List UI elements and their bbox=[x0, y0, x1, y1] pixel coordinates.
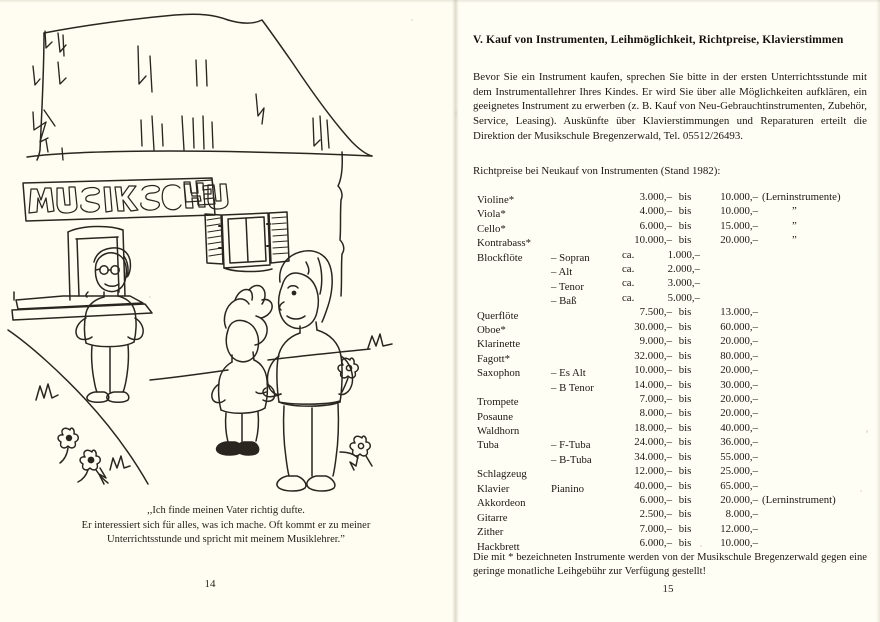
intro-paragraph: Bevor Sie ein Instrument kaufen, sprechen Sie bitte in der ersten Unterrichtsstunde mit dem Instrumentallehrer Ihres Kindes. Er wird Sie über alle Möglichkeiten aufklären, ein geeignetes Instrument zu erwerben (z. B. Kauf von Neu-Gebrauchtinstrumenten, Zubehör, Service, Leasing). Auskünfte über Klavierstimmungen und Reparaturen erteilt die Direktion der Musikschule Bregenzerwald, Tel. 05512/26493. bbox=[473, 71, 867, 142]
instrument-name: Viola* bbox=[477, 208, 506, 221]
instrument-name: Klarinette bbox=[477, 338, 521, 351]
instrument-variant: – Es Alt bbox=[551, 367, 586, 380]
door-inner-left bbox=[77, 239, 79, 296]
price-low: 10.000,– bbox=[634, 234, 672, 247]
caption-line-1: ,,Ich finde meinen Vater richtig dufte. bbox=[147, 505, 305, 516]
price-separator: bis bbox=[678, 450, 692, 463]
price-approx-prefix: ca. bbox=[622, 291, 635, 304]
ground-line-mid bbox=[150, 370, 228, 380]
price-high: 15.000,– bbox=[720, 219, 758, 232]
price-separator: bis bbox=[678, 537, 692, 550]
price-high: 20.000,– bbox=[720, 364, 758, 377]
price-separator: bis bbox=[678, 465, 692, 478]
ditto-mark: ” bbox=[792, 219, 798, 232]
page-edge-right bbox=[876, 0, 880, 622]
page-number-right: 15 bbox=[662, 583, 674, 595]
price-low: 24.000,– bbox=[634, 436, 672, 449]
scan-speck bbox=[700, 545, 702, 547]
price-range bbox=[622, 263, 802, 275]
instrument-name: Hackbrett bbox=[477, 540, 520, 553]
price-high: 65.000,– bbox=[720, 479, 758, 492]
illustration-caption bbox=[20, 504, 432, 548]
scan-speck bbox=[411, 19, 413, 21]
price-range bbox=[622, 292, 802, 304]
price-separator: bis bbox=[678, 190, 692, 203]
instrument-name: Cello* bbox=[477, 222, 506, 235]
price-low: 10.000,– bbox=[634, 364, 672, 377]
house-wall-right-edge bbox=[338, 152, 344, 296]
price-high: 10.000,– bbox=[720, 205, 758, 218]
price-range bbox=[612, 508, 792, 520]
price-low: 30.000,– bbox=[634, 320, 672, 333]
ground-path-left bbox=[8, 330, 148, 484]
shutter-left bbox=[205, 214, 223, 264]
price-high: 13.000,– bbox=[720, 306, 758, 319]
price-range bbox=[612, 321, 792, 333]
price-low: 1.000,– bbox=[667, 248, 700, 261]
door-inner-top bbox=[76, 237, 118, 239]
price-range bbox=[612, 393, 792, 405]
instrument-name: Klavier bbox=[477, 482, 510, 495]
price-low: 3.000,– bbox=[639, 190, 672, 203]
price-low: 6.000,– bbox=[639, 494, 672, 506]
price-low: 2.000,– bbox=[667, 263, 700, 275]
roof-slope-right bbox=[228, 20, 372, 156]
price-range bbox=[612, 364, 792, 376]
price-separator: bis bbox=[678, 522, 692, 535]
price-low: 14.000,– bbox=[634, 378, 672, 391]
price-high: 12.000,– bbox=[720, 522, 758, 535]
price-separator: bis bbox=[678, 508, 692, 521]
price-separator: bis bbox=[678, 219, 692, 232]
door-lintel bbox=[68, 226, 123, 232]
price-low: 7.000,– bbox=[639, 522, 672, 535]
price-separator: bis bbox=[678, 320, 692, 333]
price-high: 20.000,– bbox=[720, 335, 758, 348]
instrument-name: Zither bbox=[477, 526, 504, 539]
price-low: 6.000,– bbox=[639, 537, 672, 550]
instrument-name: Tuba bbox=[477, 439, 499, 452]
step-lower bbox=[12, 304, 152, 320]
instrument-name: Blockflöte bbox=[477, 251, 523, 264]
instrument-name: Schlagzeug bbox=[477, 468, 527, 481]
instrument-variant: – Baß bbox=[551, 295, 577, 308]
caption-line-3: Unterrichtsstunde und spricht mit meinem Musiklehrer.” bbox=[107, 534, 345, 546]
price-high: 36.000,– bbox=[720, 436, 758, 449]
instrument-name: Kontrabass* bbox=[477, 237, 531, 250]
price-range bbox=[612, 306, 792, 318]
instrument-name: Gitarre bbox=[477, 511, 508, 524]
price-note: (Lerninstrument) bbox=[762, 494, 836, 506]
price-high: 10.000,– bbox=[720, 190, 758, 203]
musikschule-illustration bbox=[0, 0, 456, 500]
price-note: (Lerninstrumente) bbox=[762, 190, 841, 203]
price-range bbox=[612, 379, 792, 391]
price-separator: bis bbox=[678, 479, 692, 492]
instrument-name: Waldhorn bbox=[477, 425, 520, 437]
scan-speck bbox=[149, 296, 151, 298]
price-range bbox=[612, 451, 792, 463]
price-approx-prefix: ca. bbox=[622, 277, 635, 290]
price-high: 20.000,– bbox=[720, 234, 758, 247]
price-high: 10.000,– bbox=[720, 537, 758, 550]
price-high: 20.000,– bbox=[720, 407, 758, 420]
price-range bbox=[612, 350, 792, 362]
instrument-name: Fagott* bbox=[477, 352, 510, 365]
price-range bbox=[612, 465, 792, 477]
price-separator: bis bbox=[678, 407, 692, 420]
price-range bbox=[612, 422, 792, 434]
instrument-variant: – Tenor bbox=[551, 280, 584, 293]
price-low: 3.000,– bbox=[667, 277, 700, 290]
price-range bbox=[612, 480, 792, 492]
price-low: 40.000,– bbox=[634, 479, 672, 492]
price-range bbox=[612, 407, 792, 419]
price-range bbox=[622, 249, 802, 261]
price-high: 40.000,– bbox=[720, 421, 758, 434]
ground-line-right bbox=[268, 349, 370, 360]
price-high: 55.000,– bbox=[720, 450, 758, 463]
price-low: 32.000,– bbox=[634, 349, 672, 362]
instrument-variant: – Sopran bbox=[551, 251, 590, 264]
price-separator: bis bbox=[678, 205, 692, 218]
roof-ridge-left bbox=[44, 14, 228, 33]
price-approx-prefix: ca. bbox=[622, 248, 635, 261]
instrument-name: Querflöte bbox=[477, 309, 519, 322]
scan-speck bbox=[866, 430, 868, 433]
price-range bbox=[622, 277, 802, 289]
price-high: 20.000,– bbox=[720, 494, 758, 506]
musikschule-sign-text bbox=[29, 180, 228, 213]
door-frame-left bbox=[68, 232, 70, 300]
instrument-name: Violine* bbox=[477, 194, 515, 206]
price-low: 8.000,– bbox=[639, 407, 672, 420]
instrument-variant: – B-Tuba bbox=[551, 453, 592, 466]
price-low: 12.000,– bbox=[634, 465, 672, 478]
price-low: 7.500,– bbox=[639, 306, 672, 319]
price-separator: bis bbox=[678, 421, 692, 434]
price-separator: bis bbox=[678, 392, 692, 405]
price-high: 80.000,– bbox=[720, 349, 758, 362]
page-number-left: 14 bbox=[204, 578, 216, 590]
window-box bbox=[224, 268, 272, 272]
instrument-name: Trompete bbox=[477, 396, 519, 409]
price-separator: bis bbox=[678, 349, 692, 362]
window-mullion bbox=[246, 218, 248, 262]
ditto-mark: ” bbox=[792, 205, 798, 218]
roof-eaves bbox=[27, 151, 372, 157]
instrument-name: Oboe* bbox=[477, 323, 506, 336]
pricelist-subheading: Richtpreise bei Neukauf von Instrumenten (Stand 1982): bbox=[473, 165, 721, 177]
price-low: 5.000,– bbox=[667, 291, 700, 304]
instrument-name: Posaune bbox=[477, 410, 513, 423]
scan-speck bbox=[860, 490, 862, 492]
instrument-variant: Pianino bbox=[551, 482, 584, 495]
price-low: 2.500,– bbox=[639, 508, 672, 521]
rental-footnote: Die mit * bezeichneten Instrumente werden von der Musikschule Bregenzerwald gegen eine geringe monatliche Leihgebühr zur Verfügung gestellt! bbox=[473, 552, 867, 578]
price-high: 25.000,– bbox=[720, 465, 758, 478]
price-high: 30.000,– bbox=[720, 378, 758, 391]
price-approx-prefix: ca. bbox=[622, 263, 635, 275]
price-low: 18.000,– bbox=[634, 421, 672, 434]
price-range bbox=[612, 537, 792, 549]
price-high: 20.000,– bbox=[720, 392, 758, 405]
price-low: 6.000,– bbox=[639, 219, 672, 232]
shutter-right bbox=[269, 212, 289, 263]
price-high: 60.000,– bbox=[720, 320, 758, 333]
price-range bbox=[612, 335, 792, 347]
price-low: 34.000,– bbox=[634, 450, 672, 463]
price-high: 8.000,– bbox=[725, 508, 758, 521]
ditto-mark: ” bbox=[792, 234, 798, 247]
instrument-name: Saxophon bbox=[477, 367, 521, 380]
price-low: 9.000,– bbox=[639, 335, 672, 348]
price-separator: bis bbox=[678, 494, 692, 506]
instrument-variant: – F-Tuba bbox=[551, 439, 591, 452]
price-separator: bis bbox=[678, 306, 692, 319]
figure-adult bbox=[256, 251, 353, 491]
instrument-variant: – Alt bbox=[551, 266, 573, 279]
instrument-name: Akkordeon bbox=[477, 497, 526, 510]
price-list-table bbox=[466, 190, 876, 555]
instrument-variant: – B Tenor bbox=[551, 381, 594, 394]
scan-speck bbox=[455, 110, 457, 118]
caption-line-2: Er interessiert sich für alles, was ich mache. Oft kommt er zu meiner bbox=[81, 519, 371, 531]
price-separator: bis bbox=[678, 364, 692, 377]
figure-boy-with-glasses bbox=[76, 248, 143, 402]
section-heading: V. Kauf von Instrumenten, Leihmöglichkeit, Richtpreise, Klavierstimmen bbox=[473, 33, 844, 46]
price-separator: bis bbox=[678, 436, 692, 449]
price-separator: bis bbox=[678, 378, 692, 391]
price-low: 7.000,– bbox=[639, 392, 672, 405]
price-range bbox=[612, 523, 792, 535]
price-separator: bis bbox=[678, 335, 692, 348]
price-separator: bis bbox=[678, 234, 692, 247]
price-range bbox=[612, 436, 792, 448]
price-low: 4.000,– bbox=[639, 205, 672, 218]
